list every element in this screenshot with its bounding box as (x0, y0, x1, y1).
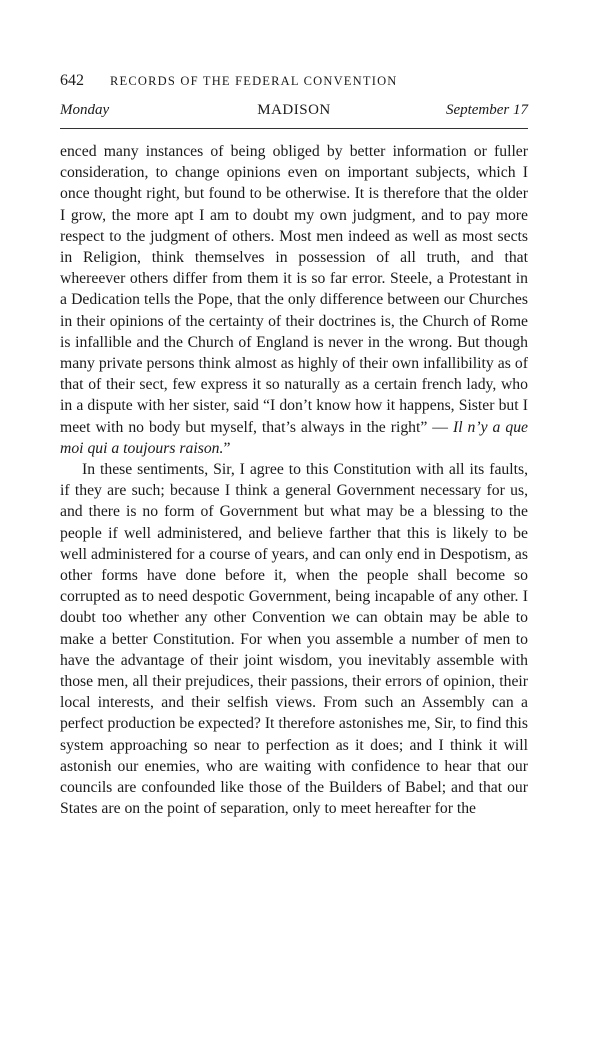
section-subhead (60, 102, 528, 124)
page-number: 642 (60, 72, 84, 89)
paragraph-1-end: ” (223, 439, 231, 457)
paragraph-1 (60, 141, 528, 459)
source-label: MADISON (257, 102, 331, 118)
body-text (60, 141, 528, 820)
day-label: Monday (60, 102, 110, 118)
running-head (60, 72, 528, 90)
paragraph-2: In these sentiments, Sir, I agree to this Constitution with all its faults, if they are such; because I think a general Government necessary for us, and there is no form of Government but what may be a blessing to the people if well administered, and believe farther that this is likely to be well administered for a course of years, and can only end in Despotism, as other forms have done before it, when the people shall become so corrupted as to need despotic Government, being incapable of any other. I doubt too whether any other Convention we can obtain may be able to make a better Constitution. For when you assemble a number of men to have the advantage of their joint wisdom, you inevitably assemble with those men, all their prejudices, their passions, their errors of opinion, their local interests, and their selfish views. From such an Assembly can a perfect production be expected? It therefore astonishes me, Sir, to find this system approaching so near to perfection as it does; and I think it will astonish our enemies, who are waiting with confidence to hear that our councils are confounded like those of the Builders of Babel; and that our States are on the point of separation, only to meet hereafter for the (60, 461, 528, 818)
running-title: RECORDS OF THE FEDERAL CONVENTION (110, 74, 398, 88)
book-page (60, 72, 528, 820)
header-rule (60, 128, 528, 129)
date-label: September 17 (445, 102, 528, 118)
paragraph-1-quote: Il n’y a que moi qui a toujours raison. (60, 418, 529, 457)
paragraph-1-text: enced many instances of being obliged by better information or fuller consideration, to change opinions even on important subjects, which I once thought right, but found to be otherwise. It is therefore that the older I grow, the more apt I am to doubt my own judgment, and to pay more respect to the judgment of others. Most men indeed as well as most sects in Religion, think themselves in possession of all truth, and that whereever others differ from them it is so far error. Steele, a Protestant in a Dedication tells the Pope, that the only difference between our Churches in their opinions of the certainty of their doctrines is, the Church of Rome is infallible and the Church of England is never in the wrong. But though many private persons think almost as highly of their own infallibility as of that of their sect, few express it so naturally as a certain french lady, who in a dispute with her sister, said “I don’t know how it happens, Sister but I meet with no body but myself, that’s always in the right” — (60, 143, 528, 436)
